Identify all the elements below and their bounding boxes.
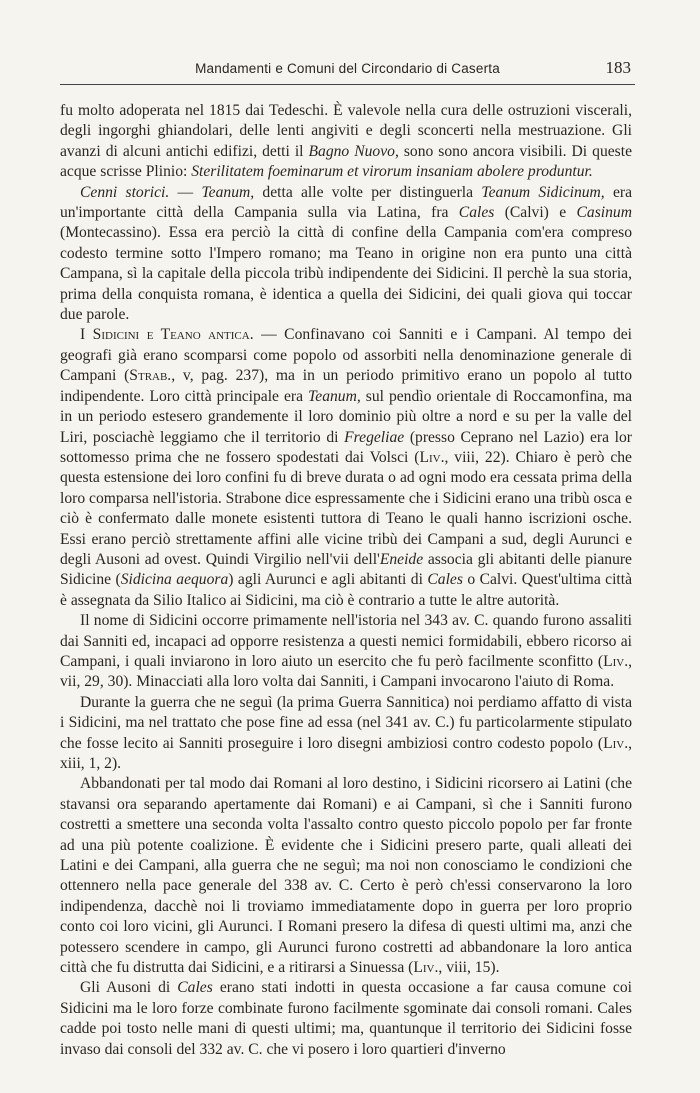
text-run: era un'importante città della Campania sulla via Latina, fra (60, 183, 633, 222)
text-run: (presso Ceprano nel Lazio) era lor sottomesso prima che ne fossero spodestati dai Volsci ( (60, 428, 632, 466)
paragraph-ausoni-cales (60, 978, 632, 1060)
text-run: Gli Ausoni di (80, 979, 178, 997)
italic-text: Cales (177, 979, 213, 997)
italic-text: Teanum Sidicinum, (481, 183, 605, 201)
text-run: — (169, 183, 202, 201)
text-run: , xiii, 1, 2). (60, 734, 632, 772)
text-run: , viii, 15). (438, 959, 500, 977)
paragraph-prima-guerra-sannitica (60, 693, 632, 775)
text-run: detta alle volte per distinguerla (254, 183, 482, 201)
text-run: erano stati indotti in questa occasione a far causa comune coi Sidicini ma le loro forze combinate furono facilmente sgominate dai consoli romani. Cales cadde poi tosto nelle mani di questi ultimi; ma, quantunque il territorio dei Sidicini fosse invaso dai consoli del 332 av. C. che vi posero i loro quartieri d'inverno (60, 979, 632, 1058)
italic-text: Teanum, (308, 387, 361, 405)
running-title: Mandamenti e Comuni del Circondario di Caserta (195, 61, 500, 76)
italic-text: Eneide (379, 550, 424, 568)
citation-abbrev: Liv. (413, 959, 439, 977)
page-number: 183 (605, 58, 631, 77)
text-run: Il nome di Sidicini occorre primamente nell'istoria nel 343 av. C. quando furono assaliti dai Sanniti ed, incapaci ad opporre resistenza a questi nemici formidabili, ebbero ricorso ai Campani, i quali inviarono in loro aiuto un esercito che fu però facilmente sconfitto ( (60, 612, 632, 670)
italic-quote-plinio: Sterilitatem foeminarum et virorum insaniam abolere produntur. (191, 163, 593, 181)
italic-text: Cales (458, 204, 495, 222)
paragraph-bagno-nuovo (60, 101, 632, 183)
text-run: associa gli abitanti delle pianure Sidicine ( (60, 550, 632, 589)
text-run: — Confinavano coi Sanniti e i Campani. Al tempo dei geografi già erano scomparsi come popolo od assorbiti nella denominazione generale di Campani ( (60, 326, 632, 385)
citation-abbrev: Liv. (603, 652, 629, 670)
page-body (60, 101, 632, 1060)
italic-text: Cales (427, 571, 463, 589)
text-run: ) agli Aurunci e agli abitanti di (228, 571, 428, 589)
text-run: , viii, 22). Chiaro è però che questa estensione dei loro confini fu di breve durata o ad ogni modo era cessata prima della loro comparsa nell'istoria. Strabone dice espressamente che i Sidicini erano una tribù osca e ciò è confermato dalle monete esistenti tuttora di Teano le quali hanno iscrizioni osche. Essi erano perciò strettamente affini alle vicine tribù dei Campani a sud, degli Aurunci e degli Ausoni ad ovest. Quindi Virgilio nell'vii dell' (60, 448, 632, 568)
paragraph-sidicini-teano (60, 325, 632, 611)
text-run: , sono sono ancora visibili. Di queste acque scrisse Plinio: (60, 142, 632, 181)
text-run: fu molto adoperata nel 1815 dai Tedeschi. È valevole nella cura delle ostruzioni viscerali, degli ingorghi ghiandolari, delle lenti angiviti e degli sconcerti nella mestruazione. Gli avanzi di alcuni antichi edifizi, detti il (60, 102, 632, 160)
citation-abbrev: Liv. (603, 734, 629, 752)
paragraph-343-bc (60, 611, 632, 693)
italic-text: Fregeliae (344, 428, 405, 446)
text-run: , v, pag. 237), ma in un periodo primitivo erano un popolo al tutto indipendente. Loro città principale era (60, 367, 632, 405)
text-run: sul pendìo orientale di Roccamonfina, ma in un periodo estesero grandemente il loro dominio più oltre a nord e su per la valle del Liri, posciachè leggiamo che il territorio di (60, 387, 632, 446)
italic-text: Sidicina aequora (120, 571, 229, 589)
text-run: Durante la guerra che ne seguì (la prima Guerra Sannitica) noi perdiamo affatto di vista i Sidicini, ma nel trattato che pose fine ad essa (nel 341 av. C.) fu particolarmente stipulato che fosse lecito ai Sanniti proseguire i loro disegni ambiziosi contro codesto popolo ( (60, 693, 632, 752)
italic-text: Casinum (576, 204, 632, 222)
section-heading-cenni-storici: Cenni storici. (80, 183, 170, 201)
paragraph-cenni-storici (60, 183, 632, 326)
text-run: o Calvi. Quest'ultima città è assegnata da Silio Italico ai Sidicini, ma ciò è contrario a tutte le altre autorità. (60, 571, 633, 609)
italic-text: Teanum, (201, 183, 255, 201)
page-header (60, 58, 635, 85)
section-heading-sidicini: I Sidicini e Teano antica. (80, 326, 254, 344)
text-run: (Calvi) e (494, 204, 577, 222)
text-run: , vii, 29, 30). Minacciati alla loro volta dai Sanniti, i Campani invocarono l'aiuto di Roma. (60, 652, 632, 691)
paragraph-abbandonati (60, 774, 632, 978)
italic-text: Bagno Nuovo (308, 142, 395, 160)
text-run: Abbandonati per tal modo dai Romani al loro destino, i Sidicini ricorsero ai Latini (che stavansi ora separando apertamente dai Romani) e ai Campani, sì che i Sanniti furono costretti a smettere una seconda volta l'assalto contro questo piccolo popolo per far fronte ad una più potente coalizione. È evidente che i Sidicini presero parte, quali alleati dei Latini e dei Campani, alla guerra che ne seguì; ma noi non conosciamo le condizioni che ottennero nella pace generale del 338 av. C. Certo è però ch'essi conservarono la loro indipendenza, dacchè noi li troviamo immediatamente dopo in guerra per loro proprio conto coi loro vicini, gli Aurunci. I Romani presero la difesa di questi ultimi ma, anzi che potessero scendere in campo, gli Aurunci furono costretti ad abbandonare la loro antica città che fu distrutta dai Sidicini, e a ritirarsi a Sinuessa ( (60, 775, 632, 977)
text-run: (Montecassino). Essa era perciò la città di confine della Campania com'era compreso codesto termine sotto l'Impero romano; ma Teano in origine non era punto una città Campana, sì la capitale della piccola tribù indipendente dei Sidicini. Il perchè la sua storia, prima della conquista romana, è identica a quella dei Sidicini, dei quali giova qui toccar due parole. (60, 224, 632, 324)
citation-abbrev: Strab. (129, 367, 172, 385)
citation-abbrev: Liv. (419, 448, 445, 466)
